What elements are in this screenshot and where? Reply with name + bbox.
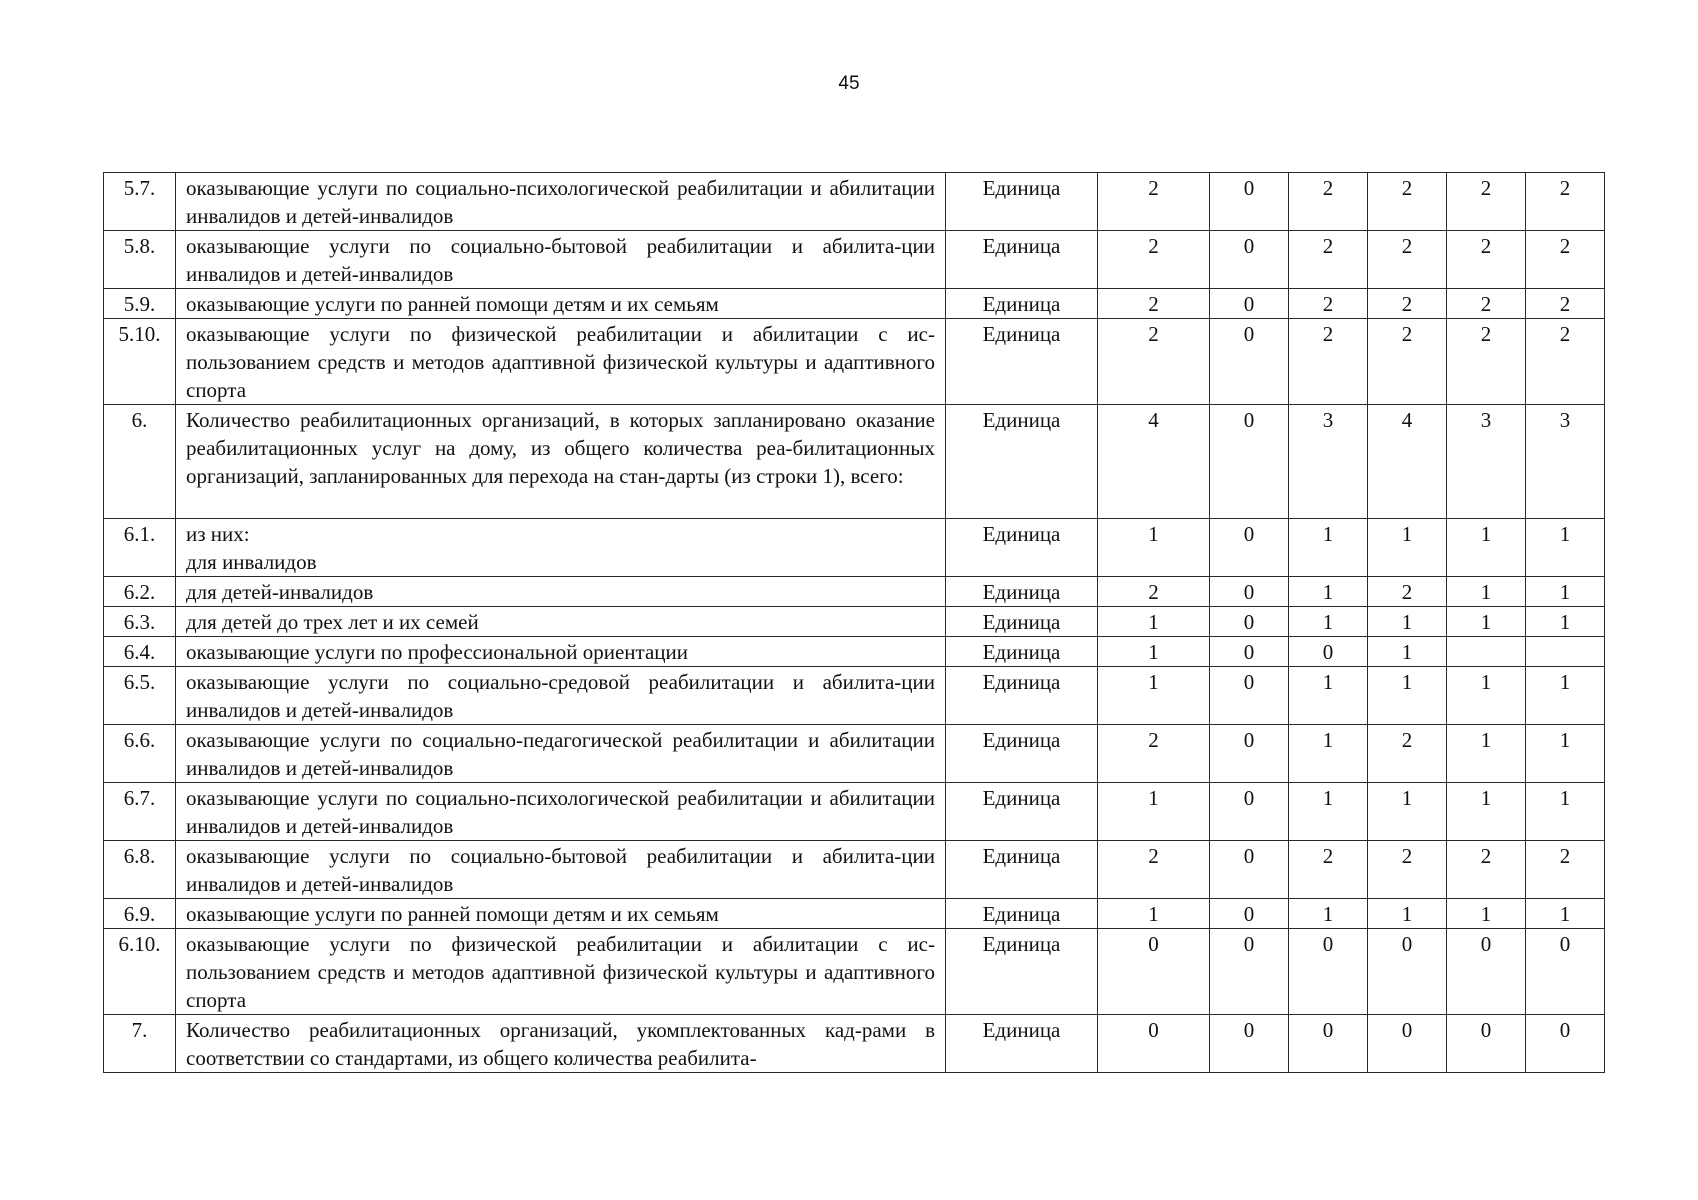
value-cell-6: 0 — [1526, 929, 1605, 1015]
row-unit: Единица — [946, 607, 1098, 637]
row-number: 7. — [104, 1015, 176, 1073]
row-unit: Единица — [946, 841, 1098, 899]
value-cell-1: 0 — [1098, 929, 1210, 1015]
table-row — [104, 1015, 1605, 1073]
row-unit: Единица — [946, 173, 1098, 231]
table-row — [104, 783, 1605, 841]
value-cell-6: 1 — [1526, 577, 1605, 607]
value-cell-5: 1 — [1447, 519, 1526, 577]
value-cell-1: 0 — [1098, 1015, 1210, 1073]
value-cell-6: 2 — [1526, 289, 1605, 319]
value-cell-3: 2 — [1289, 841, 1368, 899]
value-cell-3: 1 — [1289, 725, 1368, 783]
row-description: оказывающие услуги по социально-бытовой реабилитации и абилита-ции инвалидов и детей-инвалидов — [176, 841, 946, 899]
value-cell-1: 2 — [1098, 725, 1210, 783]
value-cell-5: 2 — [1447, 319, 1526, 405]
row-unit: Единица — [946, 783, 1098, 841]
value-cell-5: 1 — [1447, 577, 1526, 607]
value-cell-4: 0 — [1368, 929, 1447, 1015]
row-unit: Единица — [946, 231, 1098, 289]
value-cell-1: 4 — [1098, 405, 1210, 519]
table-row — [104, 405, 1605, 519]
row-number: 6.5. — [104, 667, 176, 725]
row-description: Количество реабилитационных организаций, укомплектованных кад-рами в соответствии со стандартами, из общего количества реабилита- — [176, 1015, 946, 1073]
row-unit: Единица — [946, 405, 1098, 519]
value-cell-5: 2 — [1447, 289, 1526, 319]
value-cell-1: 2 — [1098, 319, 1210, 405]
value-cell-2: 0 — [1210, 231, 1289, 289]
value-cell-1: 1 — [1098, 783, 1210, 841]
value-cell-5: 1 — [1447, 899, 1526, 929]
table-row — [104, 519, 1605, 577]
row-number: 6.2. — [104, 577, 176, 607]
value-cell-2: 0 — [1210, 607, 1289, 637]
row-unit: Единица — [946, 637, 1098, 667]
row-unit: Единица — [946, 519, 1098, 577]
table-row — [104, 173, 1605, 231]
row-description: оказывающие услуги по социально-психологической реабилитации и абилитации инвалидов и детей-инвалидов — [176, 173, 946, 231]
row-unit: Единица — [946, 1015, 1098, 1073]
value-cell-6: 3 — [1526, 405, 1605, 519]
table-row — [104, 607, 1605, 637]
row-number: 5.8. — [104, 231, 176, 289]
row-unit: Единица — [946, 577, 1098, 607]
value-cell-5: 1 — [1447, 725, 1526, 783]
value-cell-6: 2 — [1526, 173, 1605, 231]
value-cell-2: 0 — [1210, 899, 1289, 929]
value-cell-2: 0 — [1210, 319, 1289, 405]
row-number: 6. — [104, 405, 176, 519]
value-cell-4: 1 — [1368, 783, 1447, 841]
value-cell-6: 0 — [1526, 1015, 1605, 1073]
value-cell-2: 0 — [1210, 1015, 1289, 1073]
value-cell-3: 1 — [1289, 519, 1368, 577]
table-row — [104, 577, 1605, 607]
value-cell-3: 0 — [1289, 637, 1368, 667]
value-cell-5: 0 — [1447, 929, 1526, 1015]
indicators-table — [103, 172, 1605, 1073]
row-number: 6.10. — [104, 929, 176, 1015]
value-cell-2: 0 — [1210, 929, 1289, 1015]
value-cell-2: 0 — [1210, 173, 1289, 231]
value-cell-2: 0 — [1210, 405, 1289, 519]
row-unit: Единица — [946, 929, 1098, 1015]
row-number: 6.7. — [104, 783, 176, 841]
value-cell-1: 1 — [1098, 637, 1210, 667]
table-body — [104, 173, 1605, 1073]
value-cell-2: 0 — [1210, 783, 1289, 841]
value-cell-1: 1 — [1098, 667, 1210, 725]
value-cell-3: 1 — [1289, 667, 1368, 725]
value-cell-5: 1 — [1447, 607, 1526, 637]
value-cell-6 — [1526, 637, 1605, 667]
value-cell-4: 2 — [1368, 289, 1447, 319]
value-cell-4: 4 — [1368, 405, 1447, 519]
row-number: 6.9. — [104, 899, 176, 929]
row-description: оказывающие услуги по социально-средовой реабилитации и абилита-ции инвалидов и детей-инвалидов — [176, 667, 946, 725]
value-cell-6: 1 — [1526, 899, 1605, 929]
value-cell-5: 2 — [1447, 173, 1526, 231]
row-description: оказывающие услуги по социально-бытовой реабилитации и абилита-ции инвалидов и детей-инвалидов — [176, 231, 946, 289]
value-cell-2: 0 — [1210, 667, 1289, 725]
row-description: оказывающие услуги по физической реабилитации и абилитации с ис-пользованием средств и методов адаптивной физической культуры и адаптивного спорта — [176, 929, 946, 1015]
table-row — [104, 319, 1605, 405]
value-cell-2: 0 — [1210, 841, 1289, 899]
value-cell-5: 0 — [1447, 1015, 1526, 1073]
value-cell-3: 1 — [1289, 607, 1368, 637]
value-cell-2: 0 — [1210, 519, 1289, 577]
row-description: оказывающие услуги по ранней помощи детям и их семьям — [176, 899, 946, 929]
value-cell-3: 0 — [1289, 1015, 1368, 1073]
table-row — [104, 929, 1605, 1015]
row-number: 6.6. — [104, 725, 176, 783]
value-cell-3: 2 — [1289, 289, 1368, 319]
value-cell-4: 1 — [1368, 899, 1447, 929]
value-cell-4: 0 — [1368, 1015, 1447, 1073]
row-description: для детей до трех лет и их семей — [176, 607, 946, 637]
value-cell-6: 1 — [1526, 519, 1605, 577]
row-number: 6.8. — [104, 841, 176, 899]
value-cell-3: 0 — [1289, 929, 1368, 1015]
table-row — [104, 637, 1605, 667]
row-description: из них: для инвалидов — [176, 519, 946, 577]
table-row — [104, 899, 1605, 929]
value-cell-5: 2 — [1447, 231, 1526, 289]
table-row — [104, 231, 1605, 289]
value-cell-6: 2 — [1526, 231, 1605, 289]
row-unit: Единица — [946, 319, 1098, 405]
value-cell-4: 2 — [1368, 725, 1447, 783]
table-row — [104, 841, 1605, 899]
row-number: 6.4. — [104, 637, 176, 667]
value-cell-4: 1 — [1368, 519, 1447, 577]
value-cell-4: 2 — [1368, 841, 1447, 899]
value-cell-2: 0 — [1210, 637, 1289, 667]
value-cell-1: 2 — [1098, 289, 1210, 319]
value-cell-6: 2 — [1526, 841, 1605, 899]
value-cell-3: 1 — [1289, 577, 1368, 607]
row-description: оказывающие услуги по ранней помощи детям и их семьям — [176, 289, 946, 319]
value-cell-1: 1 — [1098, 899, 1210, 929]
value-cell-4: 2 — [1368, 319, 1447, 405]
row-unit: Единица — [946, 289, 1098, 319]
table-row — [104, 725, 1605, 783]
value-cell-2: 0 — [1210, 289, 1289, 319]
row-unit: Единица — [946, 899, 1098, 929]
row-description: оказывающие услуги по физической реабилитации и абилитации с ис-пользованием средств и методов адаптивной физической культуры и адаптивного спорта — [176, 319, 946, 405]
value-cell-1: 2 — [1098, 173, 1210, 231]
row-description: Количество реабилитационных организаций, в которых запланировано оказание реабилитационных услуг на дому, из общего количества реа-билитационных организаций, запланированных для перехода на стан-дарты (из строки 1), всего: — [176, 405, 946, 519]
value-cell-3: 2 — [1289, 319, 1368, 405]
value-cell-6: 1 — [1526, 783, 1605, 841]
value-cell-4: 2 — [1368, 231, 1447, 289]
table-row — [104, 289, 1605, 319]
row-unit: Единица — [946, 725, 1098, 783]
page-number: 45 — [838, 73, 860, 94]
value-cell-6: 1 — [1526, 607, 1605, 637]
row-description: оказывающие услуги по социально-психологической реабилитации и абилитации инвалидов и детей-инвалидов — [176, 783, 946, 841]
value-cell-5: 3 — [1447, 405, 1526, 519]
value-cell-1: 1 — [1098, 519, 1210, 577]
value-cell-2: 0 — [1210, 577, 1289, 607]
row-description: для детей-инвалидов — [176, 577, 946, 607]
row-description: оказывающие услуги по социально-педагогической реабилитации и абилитации инвалидов и детей-инвалидов — [176, 725, 946, 783]
value-cell-1: 2 — [1098, 231, 1210, 289]
value-cell-1: 2 — [1098, 577, 1210, 607]
row-unit: Единица — [946, 667, 1098, 725]
value-cell-6: 1 — [1526, 667, 1605, 725]
value-cell-4: 2 — [1368, 577, 1447, 607]
value-cell-6: 1 — [1526, 725, 1605, 783]
row-number: 5.7. — [104, 173, 176, 231]
value-cell-4: 1 — [1368, 667, 1447, 725]
value-cell-3: 1 — [1289, 783, 1368, 841]
value-cell-3: 2 — [1289, 231, 1368, 289]
value-cell-2: 0 — [1210, 725, 1289, 783]
value-cell-1: 2 — [1098, 841, 1210, 899]
row-number: 5.9. — [104, 289, 176, 319]
value-cell-5: 1 — [1447, 667, 1526, 725]
value-cell-5 — [1447, 637, 1526, 667]
table-row — [104, 667, 1605, 725]
row-number: 6.1. — [104, 519, 176, 577]
value-cell-5: 1 — [1447, 783, 1526, 841]
value-cell-3: 3 — [1289, 405, 1368, 519]
value-cell-5: 2 — [1447, 841, 1526, 899]
value-cell-3: 1 — [1289, 899, 1368, 929]
value-cell-4: 1 — [1368, 637, 1447, 667]
value-cell-4: 1 — [1368, 607, 1447, 637]
row-description: оказывающие услуги по профессиональной ориентации — [176, 637, 946, 667]
row-number: 5.10. — [104, 319, 176, 405]
value-cell-6: 2 — [1526, 319, 1605, 405]
row-number: 6.3. — [104, 607, 176, 637]
value-cell-3: 2 — [1289, 173, 1368, 231]
value-cell-1: 1 — [1098, 607, 1210, 637]
value-cell-4: 2 — [1368, 173, 1447, 231]
